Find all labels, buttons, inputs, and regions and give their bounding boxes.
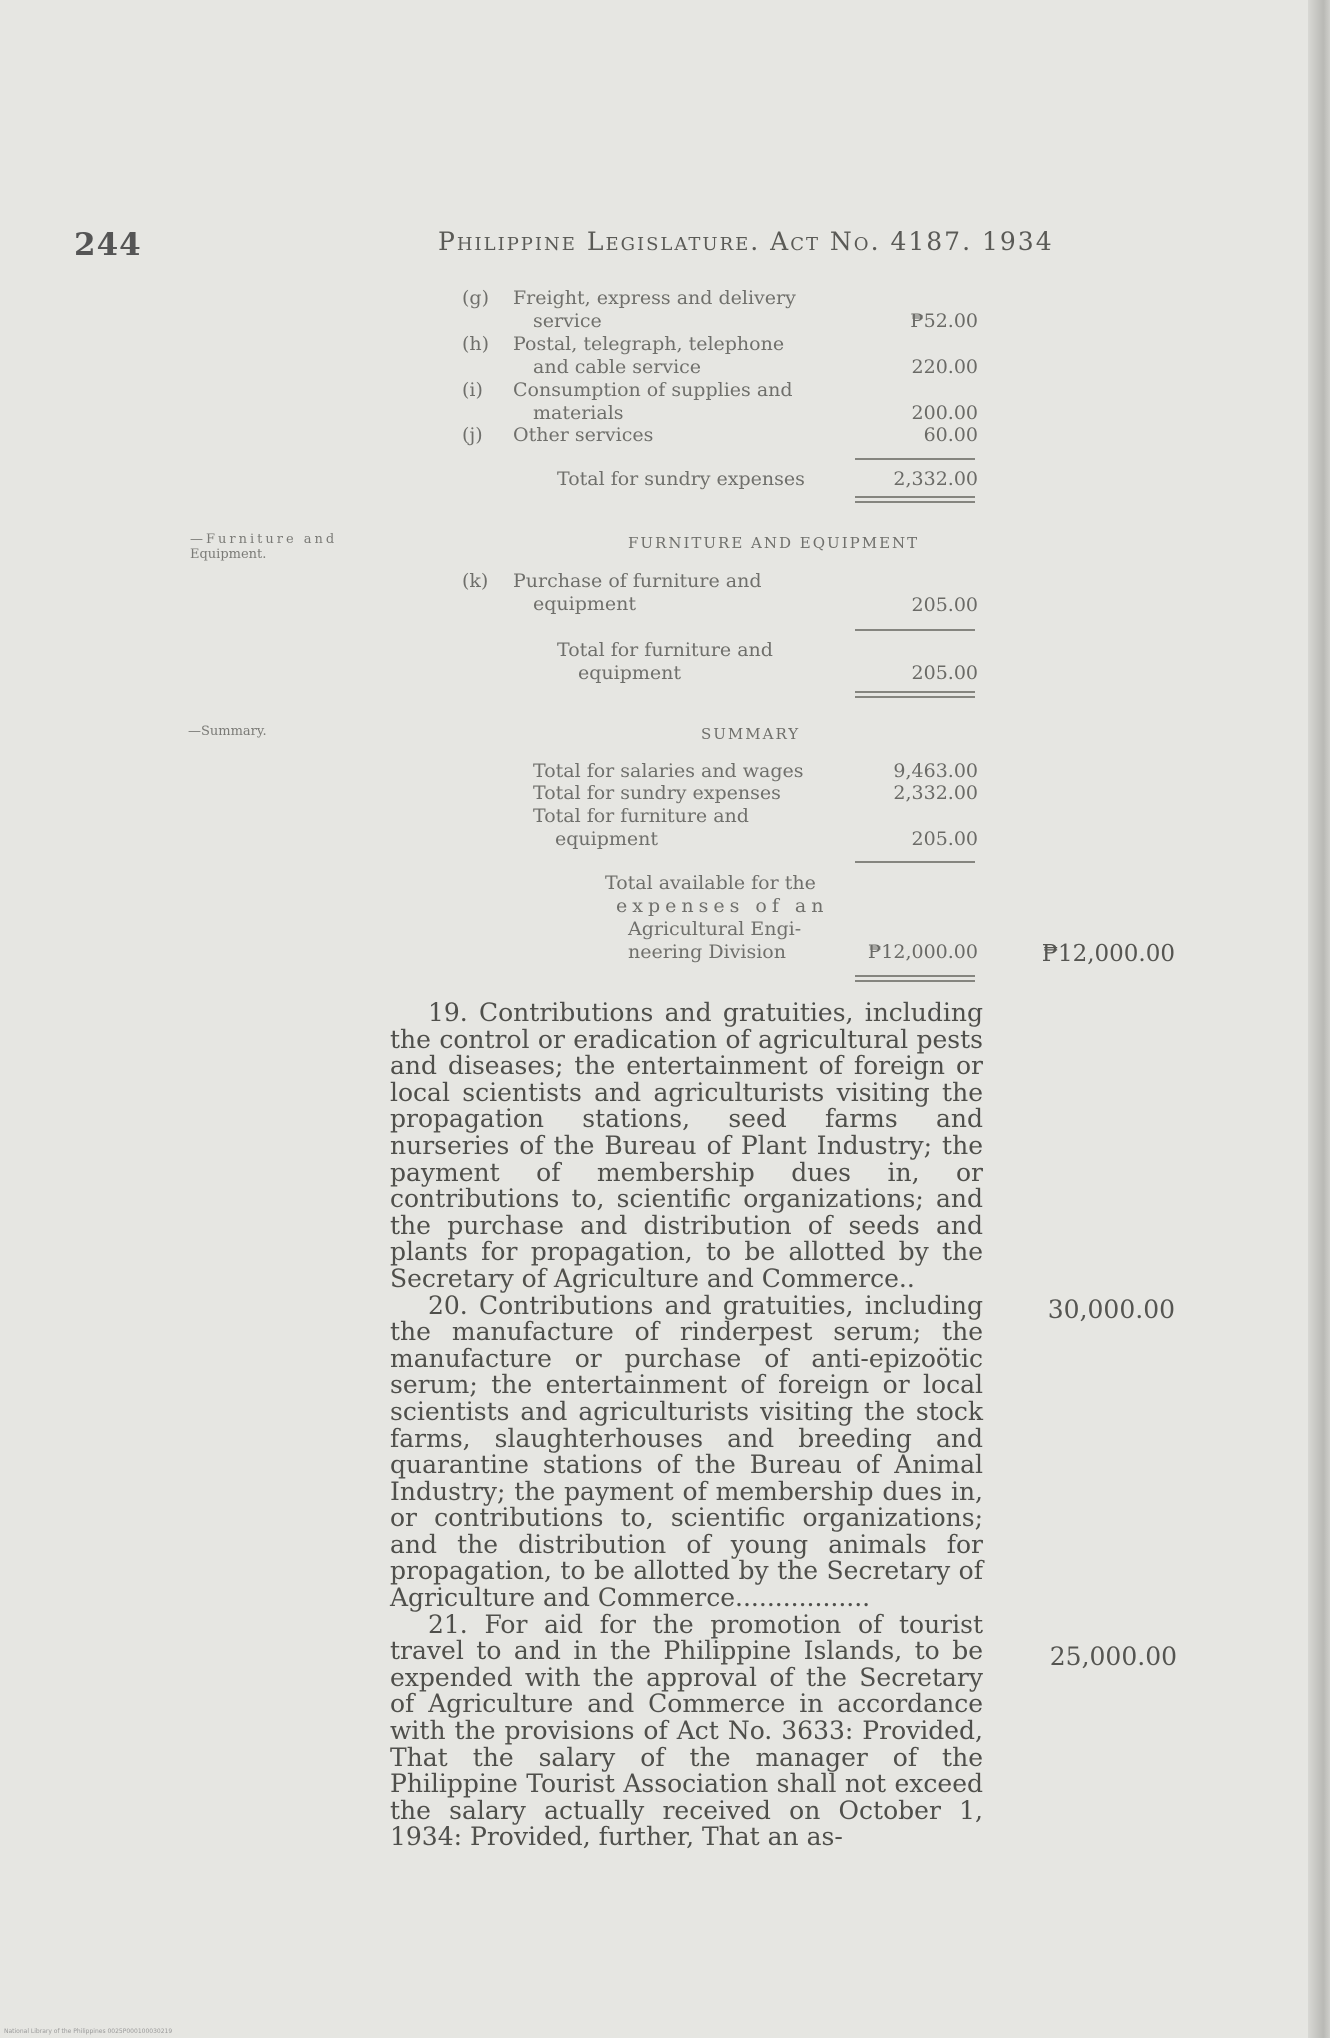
- item-label: (g): [462, 287, 489, 309]
- item-text: Other services: [513, 424, 654, 446]
- total-rule: [855, 458, 975, 460]
- item-text-cont: materials: [533, 402, 624, 424]
- available-line: Agricultural Engi-: [628, 918, 802, 940]
- amount: 200.00: [911, 402, 978, 424]
- margin-note-summary: —Summary.: [188, 724, 267, 739]
- paragraph-20: 20. Contributions and gratuities, including the manufacture of rinderpest serum; the manufacture or purchase of anti-epizoötic serum; the entertainment of foreign or local scientists and agriculturists visiting the stock farms, slaughterhouses and breeding and quarantine stations of the Bureau of Animal Industry; the payment of membership dues in, or contributions to, scientific organizations; and the distribution of young animals for propagation, to be allotted by the Secretary of Agriculture and Commerce.................: [390, 1290, 983, 1613]
- amount: 205.00: [911, 828, 978, 850]
- amount: 2,332.00: [893, 782, 978, 804]
- paragraph-21: 21. For aid for the promotion of tourist travel to and in the Philippine Islands, to be expended with the approval of the Secretary of Agriculture and Commerce in accordance with the provisions of Act No. 3633: Provided, That the salary of the manager of the Philippine Tourist Association shall not exceed the salary actually received on October 1, 1934: Provided, further, That an as-: [390, 1609, 983, 1852]
- sundry-item-i: [462, 379, 852, 425]
- item-text: Purchase of furniture and: [513, 570, 762, 592]
- amount: ₱52.00: [910, 310, 978, 332]
- sundry-item-g: [462, 287, 852, 333]
- double-rule: [855, 691, 975, 698]
- available-line: neering Division: [628, 941, 786, 963]
- sundry-item-j: [462, 424, 852, 447]
- item-text-cont: and cable service: [533, 356, 702, 378]
- available-line: expenses of an: [616, 895, 829, 917]
- furniture-heading: FURNITURE AND EQUIPMENT: [628, 534, 920, 552]
- furniture-total-amount: 205.00: [911, 662, 978, 684]
- footer-watermark: National Library of the Philippines 0025P000100030219: [4, 2028, 173, 2035]
- summary-line: equipment: [555, 828, 659, 850]
- paragraph-19-amount: 30,000.00: [1047, 1295, 1175, 1324]
- furniture-total-label-cont: equipment: [578, 662, 682, 684]
- paragraph-20-amount: 25,000.00: [1049, 1642, 1177, 1671]
- total-rule: [855, 629, 975, 631]
- sundry-item-h: [462, 333, 852, 379]
- furniture-item-k: [462, 570, 852, 616]
- total-rule: [855, 861, 975, 863]
- running-head: Philippine Legislature. Act No. 4187. 1934: [438, 227, 1054, 256]
- double-rule: [855, 975, 975, 982]
- margin-note-line: —Furniture and: [190, 532, 338, 547]
- item-text-cont: service: [533, 310, 602, 332]
- item-text: Postal, telegraph, telephone: [513, 333, 785, 355]
- available-amount: ₱12,000.00: [867, 941, 978, 963]
- margin-note-furniture: [190, 532, 337, 562]
- item-text: Freight, express and delivery: [513, 287, 796, 309]
- sundry-total-label: Total for sundry expenses: [557, 468, 805, 490]
- available-line: Total available for the: [605, 872, 816, 894]
- amount: 205.00: [911, 594, 978, 616]
- item-label: (k): [462, 570, 489, 592]
- item-label: (i): [462, 379, 483, 401]
- furniture-total-label: Total for furniture and: [557, 639, 773, 661]
- paragraphs: [390, 1000, 983, 1851]
- item-text: Consumption of supplies and: [513, 379, 793, 401]
- margin-note-line: Equipment.: [190, 547, 267, 562]
- paragraph-19: 19. Contributions and gratuities, including the control or eradication of agricultural pests and diseases; the entertainment of foreign or local scientists and agriculturists visiting the propagation stations, seed farms and nurseries of the Bureau of Plant Industry; the payment of membership dues in, or contributions to, scientific organizations; and the purchase and distribution of seeds and plants for propagation, to be allotted by the Secretary of Agriculture and Commerce..: [390, 998, 983, 1293]
- amount: 9,463.00: [893, 760, 978, 782]
- item-label: (h): [462, 333, 490, 355]
- summary-heading: SUMMARY: [701, 725, 801, 743]
- double-rule: [855, 496, 975, 503]
- page-edge-shadow: [1308, 0, 1330, 2038]
- item-label: (j): [462, 424, 483, 446]
- summary-line: Total for salaries and wages: [533, 760, 804, 782]
- page-number: 244: [74, 227, 142, 263]
- available-amount-right: ₱12,000.00: [1041, 941, 1175, 967]
- item-text-cont: equipment: [533, 593, 637, 615]
- summary-line: Total for sundry expenses: [533, 782, 781, 804]
- summary-line: Total for furniture and: [533, 805, 749, 827]
- amount: 60.00: [923, 424, 978, 446]
- amount: 220.00: [911, 356, 978, 378]
- sundry-total-amount: 2,332.00: [893, 468, 978, 490]
